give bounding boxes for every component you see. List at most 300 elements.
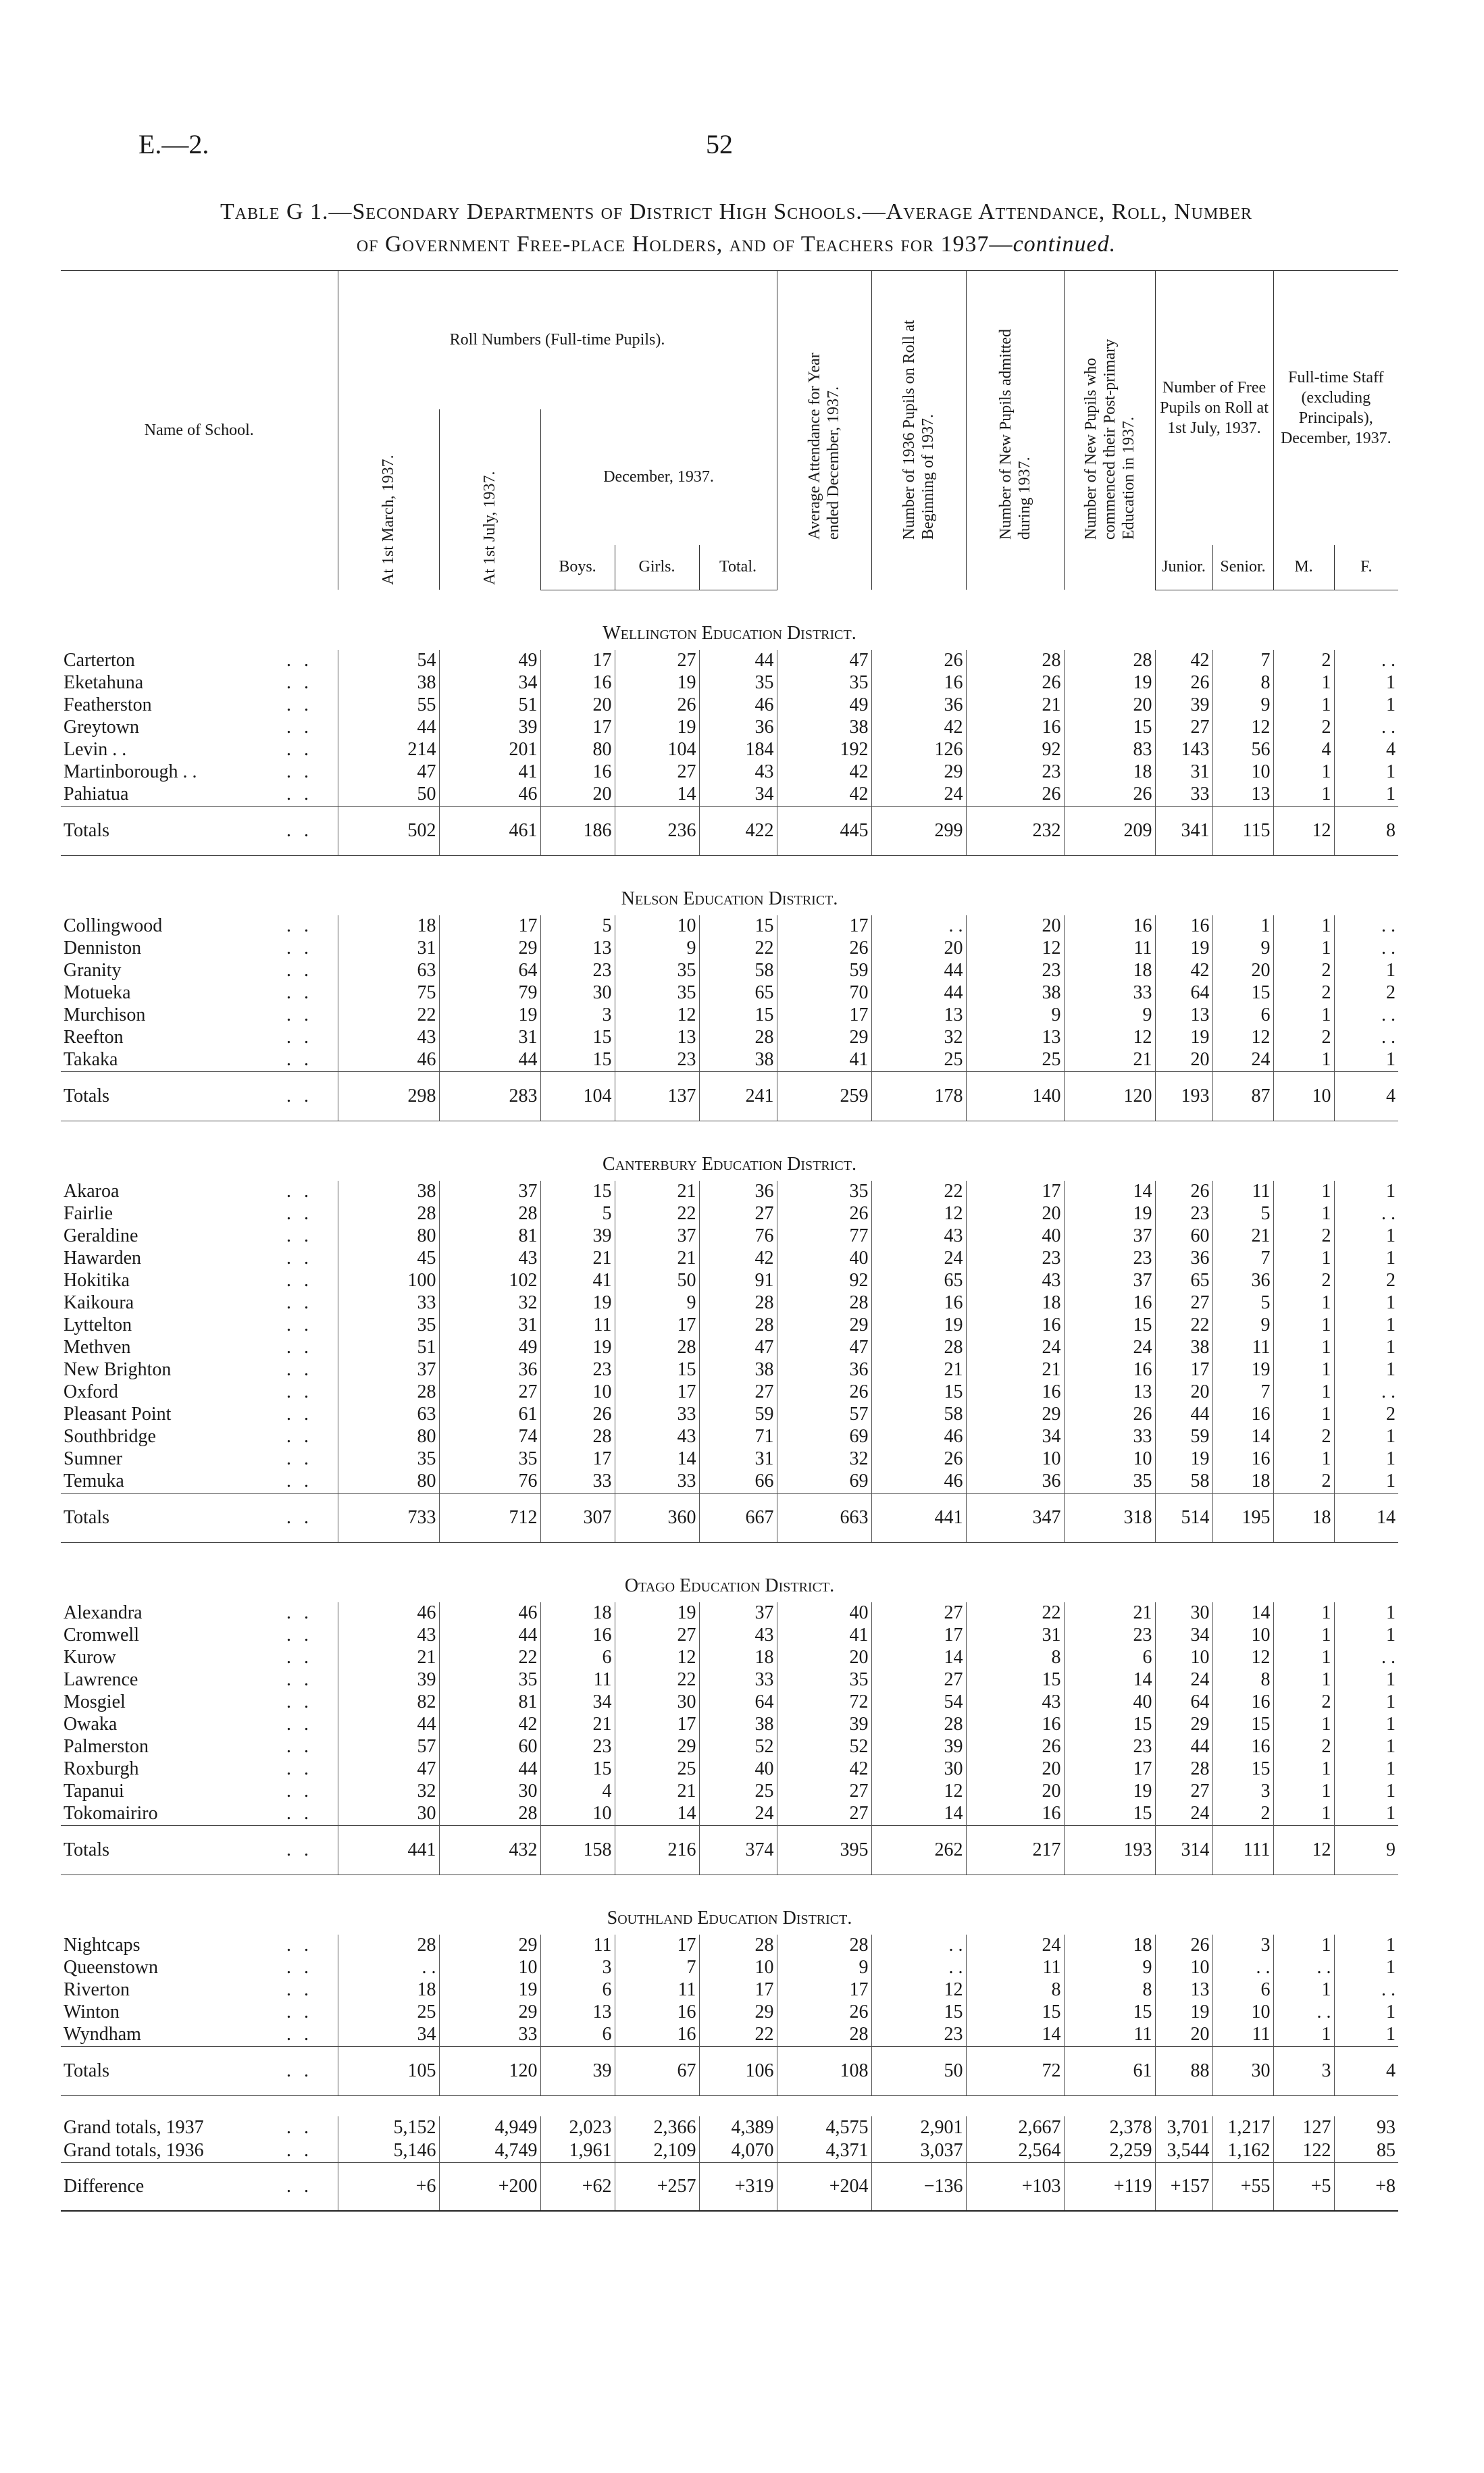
table-cell: 31	[966, 1625, 1064, 1647]
table-cell: 51	[439, 694, 540, 717]
table-cell: . .	[1334, 717, 1398, 739]
table-cell: 15	[1064, 717, 1155, 739]
title-line2: of Government Free-place Holders, and of Teachers for 1937—	[356, 232, 1013, 257]
table-cell: 126	[871, 739, 966, 761]
table-cell: 30	[1212, 2046, 1273, 2095]
school-name: Hawarden	[63, 1248, 142, 1269]
table-cell: 16	[540, 1625, 615, 1647]
leader-dots: . .	[286, 938, 313, 959]
table-cell: 42	[439, 1714, 540, 1736]
table-cell: 20	[1155, 1049, 1212, 1072]
table-cell: 25	[699, 1781, 777, 1803]
table-cell: 24	[699, 1803, 777, 1826]
table-cell: 1	[1334, 1935, 1398, 1957]
table-cell: 115	[1212, 806, 1273, 855]
table-cell: 143	[1155, 739, 1212, 761]
table-cell: 1	[1273, 1602, 1334, 1625]
table-cell: 28	[699, 1935, 777, 1957]
table-row	[61, 1248, 1398, 1270]
table-cell: 232	[966, 806, 1064, 855]
table-cell: 21	[615, 1781, 699, 1803]
table-cell: 38	[699, 1714, 777, 1736]
table-cell: 13	[1155, 1979, 1212, 2002]
table-cell: 13	[540, 938, 615, 960]
table-cell: 29	[966, 1404, 1064, 1426]
table-row	[61, 1404, 1398, 1426]
table-cell: 21	[871, 1359, 966, 1381]
table-cell: 17	[615, 1381, 699, 1404]
table-cell: 195	[1212, 1493, 1273, 1542]
leader-dots: . .	[286, 739, 313, 760]
totals-row	[61, 1825, 1398, 1875]
table-cell: 42	[777, 761, 871, 784]
table-cell: 26	[1155, 1181, 1212, 1203]
table-cell: 63	[338, 1404, 439, 1426]
table-cell: 88	[1155, 2046, 1212, 2095]
table-cell: 2,366	[615, 2116, 699, 2139]
table-cell: 10	[966, 1448, 1064, 1471]
table-cell: 63	[338, 960, 439, 982]
table-cell: 69	[777, 1471, 871, 1494]
table-cell: 38	[1155, 1337, 1212, 1359]
table-cell: 307	[540, 1493, 615, 1542]
free-pupils-group-header: Number of Free Pupils on Roll at 1st July, 1937.	[1155, 271, 1273, 546]
female-header: F.	[1334, 545, 1398, 590]
table-cell: 14	[1064, 1669, 1155, 1691]
table-cell: 25	[966, 1049, 1064, 1072]
table-cell: 43	[966, 1270, 1064, 1292]
table-cell: 1	[1273, 1049, 1334, 1072]
school-name: New Brighton	[63, 1359, 172, 1380]
school-name: Mosgiel	[63, 1691, 126, 1712]
table-cell: 10	[699, 1957, 777, 1979]
table-cell: 441	[338, 1825, 439, 1875]
table-cell: 57	[338, 1736, 439, 1758]
table-cell: 1	[1334, 1337, 1398, 1359]
table-cell: 4	[1334, 739, 1398, 761]
table-cell: 16	[1064, 1292, 1155, 1315]
table-cell: 10	[1064, 1448, 1155, 1471]
table-cell: 259	[777, 1071, 871, 1121]
grand-totals-row	[61, 2139, 1398, 2163]
table-cell: 27	[439, 1381, 540, 1404]
table-cell: 33	[1064, 1426, 1155, 1448]
table-cell: 15	[540, 1758, 615, 1781]
table-cell: 26	[777, 1203, 871, 1225]
table-cell: 29	[777, 1315, 871, 1337]
table-cell: . .	[1334, 915, 1398, 938]
table-cell: 19	[871, 1315, 966, 1337]
table-cell: 15	[1212, 1714, 1273, 1736]
table-cell: 186	[540, 806, 615, 855]
table-cell: 108	[777, 2046, 871, 2095]
leader-dots: . .	[284, 1825, 338, 1875]
table-cell: 40	[966, 1225, 1064, 1248]
table-cell: 3	[1212, 1935, 1273, 1957]
school-name: Temuka	[63, 1471, 124, 1492]
total-header: Total.	[699, 545, 777, 590]
table-cell: 19	[615, 672, 699, 694]
table-cell: 6	[1212, 1004, 1273, 1027]
table-cell: 14	[1334, 1493, 1398, 1542]
table-cell: 314	[1155, 1825, 1212, 1875]
table-cell: 11	[1212, 1337, 1273, 1359]
leader-dots: . .	[286, 1027, 313, 1048]
school-name: Queenstown	[63, 1957, 158, 1978]
table-cell: 27	[871, 1602, 966, 1625]
table-cell: 8	[1212, 1669, 1273, 1691]
table-cell: . .	[1334, 1004, 1398, 1027]
table-cell: 80	[338, 1471, 439, 1494]
table-cell: 347	[966, 1493, 1064, 1542]
table-cell: 35	[439, 1448, 540, 1471]
table-cell: 82	[338, 1691, 439, 1714]
table-cell: 21	[540, 1714, 615, 1736]
table-cell: 9	[1212, 938, 1273, 960]
table-cell: 20	[966, 915, 1064, 938]
table-cell: 422	[699, 806, 777, 855]
table-cell: 15	[966, 1669, 1064, 1691]
table-cell: 1,217	[1212, 2116, 1273, 2139]
table-cell: 65	[699, 982, 777, 1004]
table-cell: 23	[1064, 1248, 1155, 1270]
leader-dots: . .	[286, 960, 313, 981]
table-cell: 1	[1273, 1381, 1334, 1404]
table-cell: 60	[439, 1736, 540, 1758]
table-cell: 29	[439, 2002, 540, 2024]
table-cell: 35	[777, 1181, 871, 1203]
table-cell: 21	[966, 1359, 1064, 1381]
table-cell: 33	[615, 1404, 699, 1426]
school-name: Greytown	[63, 717, 139, 738]
leader-dots: . .	[286, 1359, 313, 1380]
table-cell: 1	[1273, 938, 1334, 960]
table-row	[61, 1337, 1398, 1359]
table-cell: +200	[439, 2162, 540, 2211]
table-cell: 16	[1212, 1736, 1273, 1758]
table-row	[61, 1758, 1398, 1781]
table-cell: 4,070	[699, 2139, 777, 2163]
table-cell: . .	[1334, 1647, 1398, 1669]
table-cell: 158	[540, 1825, 615, 1875]
table-cell: 39	[540, 1225, 615, 1248]
table-cell: 2,378	[1064, 2116, 1155, 2139]
leader-dots: . .	[286, 717, 313, 738]
leader-dots: . .	[286, 2139, 313, 2161]
table-cell: −136	[871, 2162, 966, 2211]
table-cell: 12	[1212, 1027, 1273, 1049]
table-cell: 37	[439, 1181, 540, 1203]
table-cell: 4,389	[699, 2116, 777, 2139]
table-cell: 31	[439, 1027, 540, 1049]
table-cell: 1	[1334, 1448, 1398, 1471]
school-name: Alexandra	[63, 1602, 143, 1623]
school-name: Difference	[61, 2162, 284, 2211]
table-cell: 44	[1155, 1736, 1212, 1758]
table-cell: 47	[338, 1758, 439, 1781]
table-cell: 26	[777, 938, 871, 960]
district-heading	[61, 855, 1398, 915]
table-cell: 14	[871, 1647, 966, 1669]
table-cell: 441	[871, 1493, 966, 1542]
table-cell: 12	[615, 1004, 699, 1027]
table-cell: 32	[777, 1448, 871, 1471]
table-cell: 8	[1064, 1979, 1155, 2002]
table-cell: 72	[966, 2046, 1064, 2095]
table-cell: 28	[1155, 1758, 1212, 1781]
table-cell: 10	[1273, 1071, 1334, 1121]
table-cell: 40	[777, 1248, 871, 1270]
table-cell: 17	[1155, 1359, 1212, 1381]
table-cell: 137	[615, 1071, 699, 1121]
table-cell: 4,949	[439, 2116, 540, 2139]
table-cell: 20	[1064, 694, 1155, 717]
table-cell: 17	[777, 1004, 871, 1027]
table-cell: . .	[1273, 2002, 1334, 2024]
table-cell: 22	[338, 1004, 439, 1027]
table-cell: 26	[871, 1448, 966, 1471]
table-cell: 3	[1212, 1781, 1273, 1803]
table-cell: 3,544	[1155, 2139, 1212, 2163]
table-row	[61, 1381, 1398, 1404]
table-cell: 27	[1155, 1781, 1212, 1803]
table-cell: 18	[338, 1979, 439, 2002]
table-cell: 16	[966, 717, 1064, 739]
table-cell: 14	[871, 1803, 966, 1826]
table-cell: 46	[338, 1049, 439, 1072]
school-name: Wyndham	[63, 2024, 141, 2045]
table-cell: 83	[1064, 739, 1155, 761]
table-cell: 13	[615, 1027, 699, 1049]
table-cell: 19	[439, 1004, 540, 1027]
table-cell: 28	[777, 2024, 871, 2047]
table-cell: 10	[1212, 1625, 1273, 1647]
table-cell: 2	[1273, 982, 1334, 1004]
table-cell: 18	[1273, 1493, 1334, 1542]
table-cell: 1	[1334, 1471, 1398, 1494]
table-cell: 1	[1273, 694, 1334, 717]
table-cell: 12	[1212, 717, 1273, 739]
table-cell: 2	[1273, 1736, 1334, 1758]
leader-dots: . .	[284, 1071, 338, 1121]
table-cell: 16	[871, 1292, 966, 1315]
table-cell: 46	[871, 1471, 966, 1494]
school-name: Winton	[63, 2002, 120, 2022]
table-cell: 24	[871, 1248, 966, 1270]
table-cell: 41	[439, 761, 540, 784]
leader-dots: . .	[286, 1248, 313, 1269]
table-cell: 39	[871, 1736, 966, 1758]
table-cell: 3	[540, 1004, 615, 1027]
table-cell: 60	[1155, 1225, 1212, 1248]
table-cell: 15	[699, 915, 777, 938]
table-cell: 30	[615, 1691, 699, 1714]
table-cell: 2	[1334, 982, 1398, 1004]
table-cell: 24	[1064, 1337, 1155, 1359]
table-cell: 16	[1212, 1448, 1273, 1471]
table-cell: 17	[615, 1315, 699, 1337]
table-cell: 1	[1334, 1691, 1398, 1714]
table-cell: 44	[439, 1758, 540, 1781]
school-name: Featherston	[63, 694, 152, 715]
table-row	[61, 1027, 1398, 1049]
table-cell: 59	[777, 960, 871, 982]
table-cell: 76	[439, 1471, 540, 1494]
school-name: Levin . .	[63, 739, 127, 760]
table-cell: 41	[777, 1049, 871, 1072]
table-cell: 19	[615, 717, 699, 739]
page-number: 52	[706, 129, 733, 159]
title-line1: —Secondary Departments of District High Schools.—Average Attendance, Roll, Number	[328, 199, 1252, 224]
table-cell: 43	[338, 1027, 439, 1049]
table-cell: 28	[439, 1203, 540, 1225]
school-name: Grand totals, 1936	[63, 2139, 204, 2161]
table-cell: 11	[540, 1315, 615, 1337]
table-row	[61, 938, 1398, 960]
table-cell: 19	[615, 1602, 699, 1625]
table-cell: 7	[1212, 650, 1273, 672]
table-cell: 57	[777, 1404, 871, 1426]
title-continued: continued.	[1013, 232, 1117, 257]
district-name: Nelson Education District.	[621, 888, 838, 909]
totals-row	[61, 1493, 1398, 1542]
table-cell: 37	[1064, 1225, 1155, 1248]
table-cell: 4	[1334, 2046, 1398, 2095]
table-cell: . .	[1212, 1957, 1273, 1979]
table-cell: 23	[966, 1248, 1064, 1270]
table-cell: 27	[777, 1803, 871, 1826]
table-cell: +103	[966, 2162, 1064, 2211]
leader-dots: . .	[286, 1736, 313, 1757]
report-code: E.—2.	[138, 129, 209, 159]
table-cell: 16	[615, 2024, 699, 2047]
table-row	[61, 672, 1398, 694]
table-cell: 13	[966, 1027, 1064, 1049]
table-cell: 44	[439, 1625, 540, 1647]
table-cell: 9	[615, 938, 699, 960]
table-cell: 3	[1273, 2046, 1334, 2095]
table-cell: 24	[966, 1337, 1064, 1359]
table-cell: 8	[1212, 672, 1273, 694]
table-cell: 1	[1334, 672, 1398, 694]
table-cell: 24	[1212, 1049, 1273, 1072]
leader-dots: . .	[286, 1647, 313, 1668]
table-cell: 26	[871, 650, 966, 672]
table-cell: 43	[966, 1691, 1064, 1714]
table-row	[61, 1359, 1398, 1381]
table-cell: 4,575	[777, 2116, 871, 2139]
school-name: Southbridge	[63, 1426, 156, 1447]
table-cell: 30	[540, 982, 615, 1004]
table-cell: 35	[1064, 1471, 1155, 1494]
table-cell: 14	[615, 784, 699, 807]
table-cell: 341	[1155, 806, 1212, 855]
leader-dots: . .	[286, 1935, 313, 1956]
table-cell: 10	[540, 1381, 615, 1404]
table-cell: 26	[777, 2002, 871, 2024]
table-cell: 1	[1334, 1359, 1398, 1381]
table-cell: 17	[615, 1714, 699, 1736]
leader-dots: . .	[286, 672, 313, 693]
table-cell: 55	[338, 694, 439, 717]
school-name: Motueka	[63, 982, 131, 1003]
table-cell: . .	[1334, 1381, 1398, 1404]
table-cell: 43	[338, 1625, 439, 1647]
table-cell: 432	[439, 1825, 540, 1875]
table-cell: 15	[1064, 2002, 1155, 2024]
table-row	[61, 1004, 1398, 1027]
leader-dots: . .	[284, 2162, 338, 2211]
table-cell: 39	[540, 2046, 615, 2095]
table-cell: 2,667	[966, 2116, 1064, 2139]
table-cell: 49	[439, 1337, 540, 1359]
table-cell: 34	[338, 2024, 439, 2047]
table-cell: 52	[699, 1736, 777, 1758]
table-row	[61, 1602, 1398, 1625]
table-cell: 61	[1064, 2046, 1155, 2095]
table-cell: 1	[1273, 1781, 1334, 1803]
table-cell: 1	[1273, 1625, 1334, 1647]
table-cell: 29	[777, 1027, 871, 1049]
table-cell: . .	[1334, 1203, 1398, 1225]
leader-dots: . .	[286, 1602, 313, 1623]
table-cell: 37	[1064, 1270, 1155, 1292]
table-cell: 7	[1212, 1381, 1273, 1404]
table-cell: 11	[966, 1957, 1064, 1979]
leader-dots: . .	[286, 2024, 313, 2045]
male-header: M.	[1273, 545, 1334, 590]
table-cell: 21	[1064, 1602, 1155, 1625]
table-cell: 1	[1334, 1602, 1398, 1625]
table-cell: 21	[615, 1181, 699, 1203]
leader-dots: . .	[286, 1979, 313, 2000]
table-cell: 32	[338, 1781, 439, 1803]
table-cell: 12	[1273, 1825, 1334, 1875]
table-cell: 64	[1155, 982, 1212, 1004]
table-cell: 20	[1155, 2024, 1212, 2047]
table-cell: 10	[540, 1803, 615, 1826]
table-cell: 667	[699, 1493, 777, 1542]
table-cell: +55	[1212, 2162, 1273, 2211]
table-row	[61, 717, 1398, 739]
grand-totals-row	[61, 2116, 1398, 2139]
school-name: Akaroa	[63, 1181, 120, 1202]
table-cell: 26	[966, 784, 1064, 807]
table-cell: 12	[966, 938, 1064, 960]
table-cell: 39	[338, 1669, 439, 1691]
table-cell: 24	[871, 784, 966, 807]
school-name: Hokitika	[63, 1270, 130, 1291]
table-cell: 12	[871, 1979, 966, 2002]
table-cell: 17	[871, 1625, 966, 1647]
table-cell: 100	[338, 1270, 439, 1292]
table-cell: 37	[338, 1359, 439, 1381]
table-cell: +8	[1334, 2162, 1398, 2211]
table-cell: 33	[338, 1292, 439, 1315]
table-cell: 34	[699, 784, 777, 807]
table-row	[61, 1691, 1398, 1714]
table-cell: 15	[871, 2002, 966, 2024]
table-cell: 27	[615, 761, 699, 784]
table-cell: 20	[540, 694, 615, 717]
leader-dots: . .	[286, 1404, 313, 1425]
table-cell: 43	[699, 761, 777, 784]
table-cell: 36	[439, 1359, 540, 1381]
school-name: Riverton	[63, 1979, 130, 2000]
table-cell: 23	[1064, 1625, 1155, 1647]
district-name: Otago Education District.	[624, 1575, 835, 1596]
table-cell: 1	[1334, 1181, 1398, 1203]
